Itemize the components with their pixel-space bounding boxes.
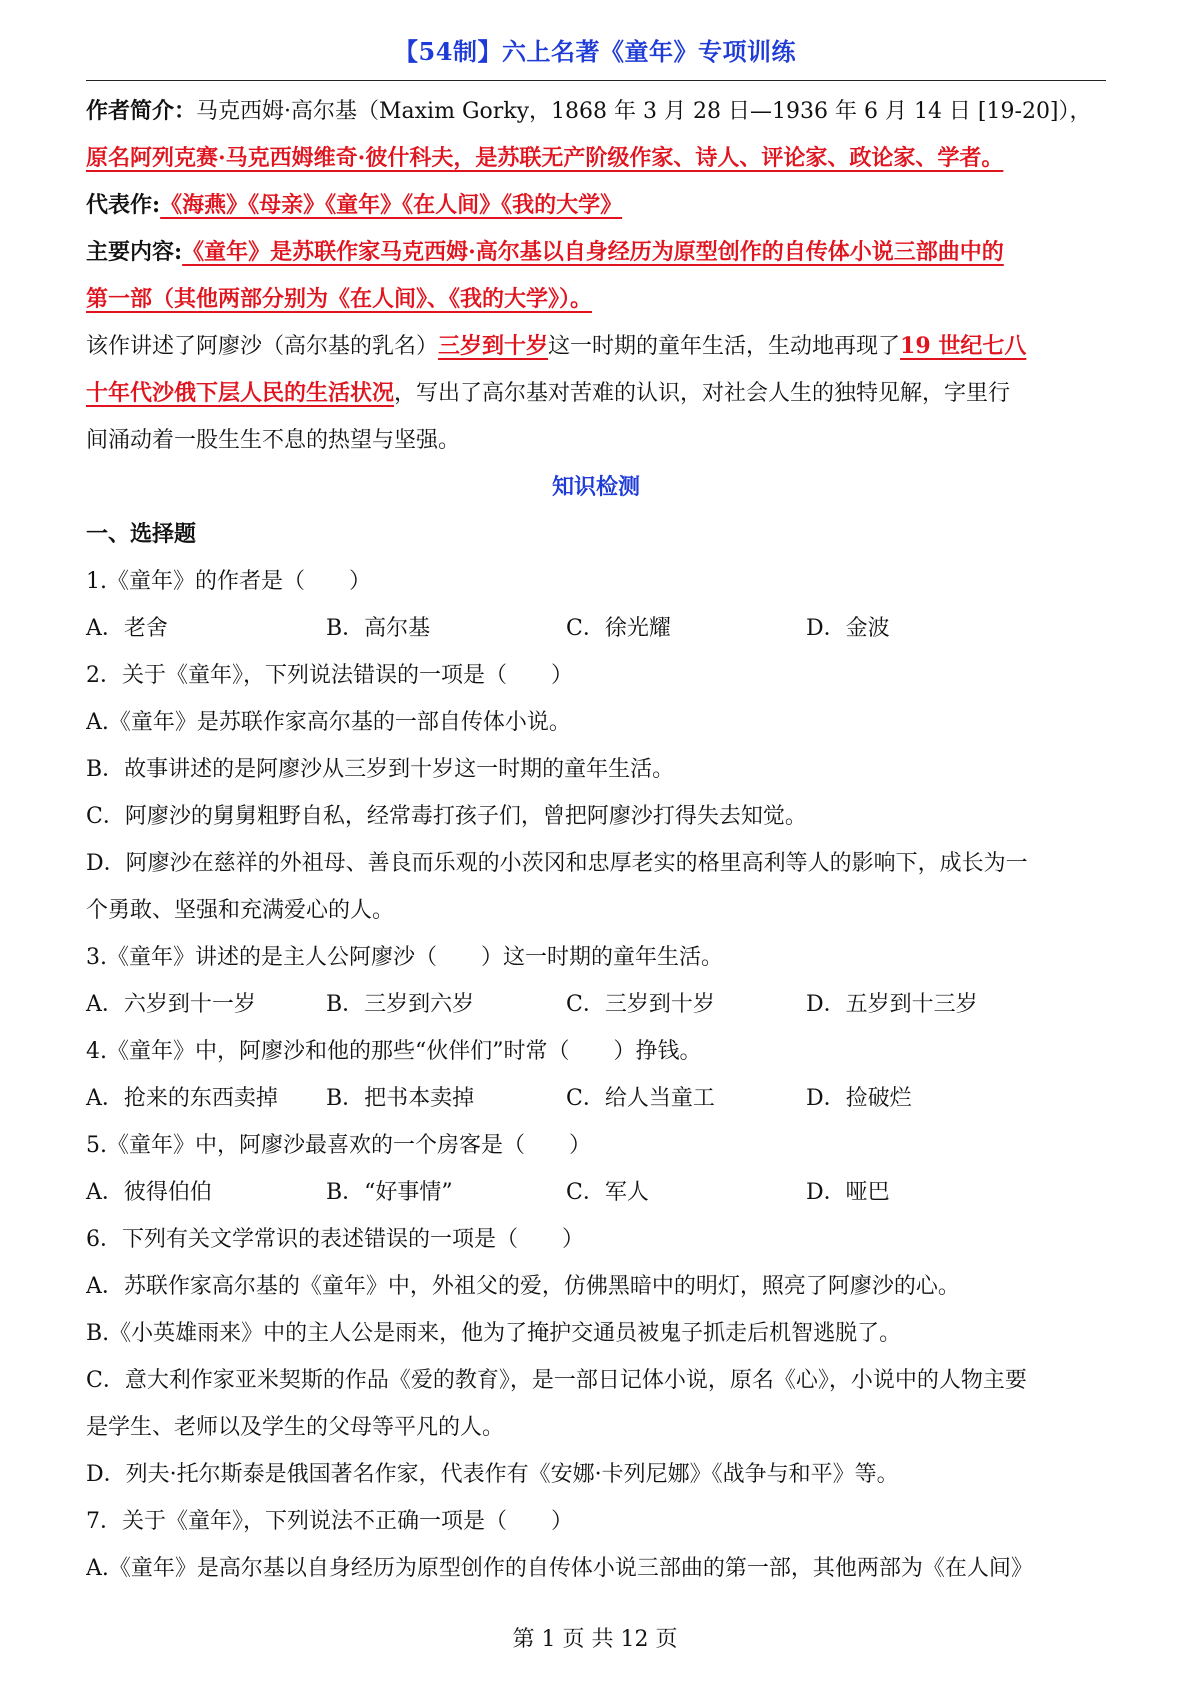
summary-c: ，写出了高尔基对苦难的认识，对社会人生的独特见解，字里行 bbox=[394, 381, 1011, 406]
question-3-options bbox=[86, 981, 1106, 1028]
option-d: D．哑巴 bbox=[806, 1180, 890, 1205]
summary-b: 这一时期的童年生活，生动地再现了 bbox=[548, 334, 901, 359]
title-divider bbox=[86, 80, 1106, 81]
summary-red-age: 三岁到十岁 bbox=[438, 333, 549, 359]
works-label: 代表作: bbox=[86, 192, 161, 218]
question-5-options bbox=[86, 1169, 1106, 1216]
question-6-stem: 6．下列有关文学常识的表述错误的一项是（ ） bbox=[86, 1227, 584, 1252]
page-number: 第 1 页 共 12 页 bbox=[512, 1627, 678, 1652]
content-line-2 bbox=[86, 276, 1106, 323]
content-line bbox=[86, 229, 1106, 276]
summary-red-era-1: 19 世纪七八 bbox=[900, 333, 1027, 359]
author-red-line bbox=[86, 135, 1106, 182]
author-line bbox=[86, 88, 1106, 135]
summary-line-2 bbox=[86, 370, 1106, 417]
question-1-options bbox=[86, 605, 1106, 652]
page-title: 【54制】六上名著《童年》专项训练 bbox=[394, 37, 796, 66]
option-a: A．老舍 bbox=[86, 616, 168, 641]
option-b: B．把书本卖掉 bbox=[326, 1086, 475, 1111]
question-2-option-c: C．阿廖沙的舅舅粗野自私，经常毒打孩子们，曾把阿廖沙打得失去知觉。 bbox=[86, 804, 807, 829]
question-4-options bbox=[86, 1075, 1106, 1122]
question-7-stem: 7．关于《童年》，下列说法不正确一项是（ ） bbox=[86, 1509, 573, 1534]
option-a: A．六岁到十一岁 bbox=[86, 992, 256, 1017]
option-b: B．“好事情” bbox=[326, 1180, 453, 1205]
question-2-option-d-1: D．阿廖沙在慈祥的外祖母、善良而乐观的小茨冈和忠厚老实的格里高利等人的影响下，成长为一 bbox=[86, 851, 1028, 876]
question-1-stem: 1.《童年》的作者是（ ） bbox=[86, 569, 371, 594]
works-list: 《海燕》《母亲》《童年》《在人间》《我的大学》 bbox=[160, 192, 623, 218]
content bbox=[86, 88, 1106, 1592]
question-6-option-a: A．苏联作家高尔基的《童年》中，外祖父的爱，仿佛黑暗中的明灯，照亮了阿廖沙的心。 bbox=[86, 1274, 960, 1299]
summary-line-1 bbox=[86, 323, 1106, 370]
question-5-stem: 5.《童年》中，阿廖沙最喜欢的一个房客是（ ） bbox=[86, 1133, 591, 1158]
question-2-option-d-2: 个勇敢、坚强和充满爱心的人。 bbox=[86, 898, 395, 923]
question-2-option-a: A.《童年》是苏联作家高尔基的一部自传体小说。 bbox=[86, 710, 571, 735]
option-d: D．金波 bbox=[806, 616, 890, 641]
question-3-stem: 3.《童年》讲述的是主人公阿廖沙（ ）这一时期的童年生活。 bbox=[86, 945, 723, 970]
option-a: A．抢来的东西卖掉 bbox=[86, 1086, 278, 1111]
question-2-stem: 2．关于《童年》，下列说法错误的一项是（ ） bbox=[86, 663, 573, 688]
option-c: C．徐光耀 bbox=[566, 616, 671, 641]
question-4-stem: 4.《童年》中，阿廖沙和他的那些“伙伴们”时常（ ）挣钱。 bbox=[86, 1039, 702, 1064]
author-text: 马克西姆·高尔基（Maxim Gorky，1868 年 3 月 28 日—1936 年 6 月 14 日 [19-20]）， bbox=[196, 99, 1092, 124]
summary-line-3 bbox=[86, 417, 1106, 464]
question-7-option-a: A.《童年》是高尔基以自身经历为原型创作的自传体小说三部曲的第一部，其他两部为《在人间》 bbox=[86, 1556, 1033, 1581]
part-heading: 一、选择题 bbox=[86, 521, 197, 547]
option-d: D．五岁到十三岁 bbox=[806, 992, 978, 1017]
option-d: D．捡破烂 bbox=[806, 1086, 912, 1111]
author-original-name: 原名阿列克赛·马克西姆维奇·彼什科夫，是苏联无产阶级作家、诗人、评论家、政论家、学者。 bbox=[86, 145, 1004, 171]
question-6-option-c-1: C．意大利作家亚米契斯的作品《爱的教育》，是一部日记体小说，原名《心》，小说中的人物主要 bbox=[86, 1368, 1027, 1393]
option-c: C．军人 bbox=[566, 1180, 649, 1205]
summary-d: 间涌动着一股生生不息的热望与坚强。 bbox=[86, 428, 461, 453]
section-heading: 知识检测 bbox=[551, 474, 640, 500]
author-label: 作者简介： bbox=[86, 98, 197, 124]
works-line bbox=[86, 182, 1106, 229]
option-a: A．彼得伯伯 bbox=[86, 1180, 212, 1205]
question-6-option-b: B.《小英雄雨来》中的主人公是雨来，他为了掩护交通员被鬼子抓走后机智逃脱了。 bbox=[86, 1321, 902, 1346]
option-c: C．三岁到十岁 bbox=[566, 992, 715, 1017]
content-label: 主要内容: bbox=[86, 239, 183, 265]
content-red-1: 《童年》是苏联作家马克西姆·高尔基以自身经历为原型创作的自传体小说三部曲中的 bbox=[182, 239, 1004, 265]
summary-a: 该作讲述了阿廖沙（高尔基的乳名） bbox=[86, 334, 439, 359]
content-red-2: 第一部（其他两部分别为《在人间》、《我的大学》）。 bbox=[86, 286, 593, 312]
option-b: B．高尔基 bbox=[326, 616, 431, 641]
question-6-option-c-2: 是学生、老师以及学生的父母等平凡的人。 bbox=[86, 1415, 505, 1440]
option-b: B．三岁到六岁 bbox=[326, 992, 475, 1017]
option-c: C．给人当童工 bbox=[566, 1086, 715, 1111]
question-6-option-d: D．列夫·托尔斯泰是俄国著名作家，代表作有《安娜·卡列尼娜》《战争与和平》等。 bbox=[86, 1462, 899, 1487]
summary-red-era-2: 十年代沙俄下层人民的生活状况 bbox=[86, 380, 395, 406]
question-2-option-b: B．故事讲述的是阿廖沙从三岁到十岁这一时期的童年生活。 bbox=[86, 757, 675, 782]
